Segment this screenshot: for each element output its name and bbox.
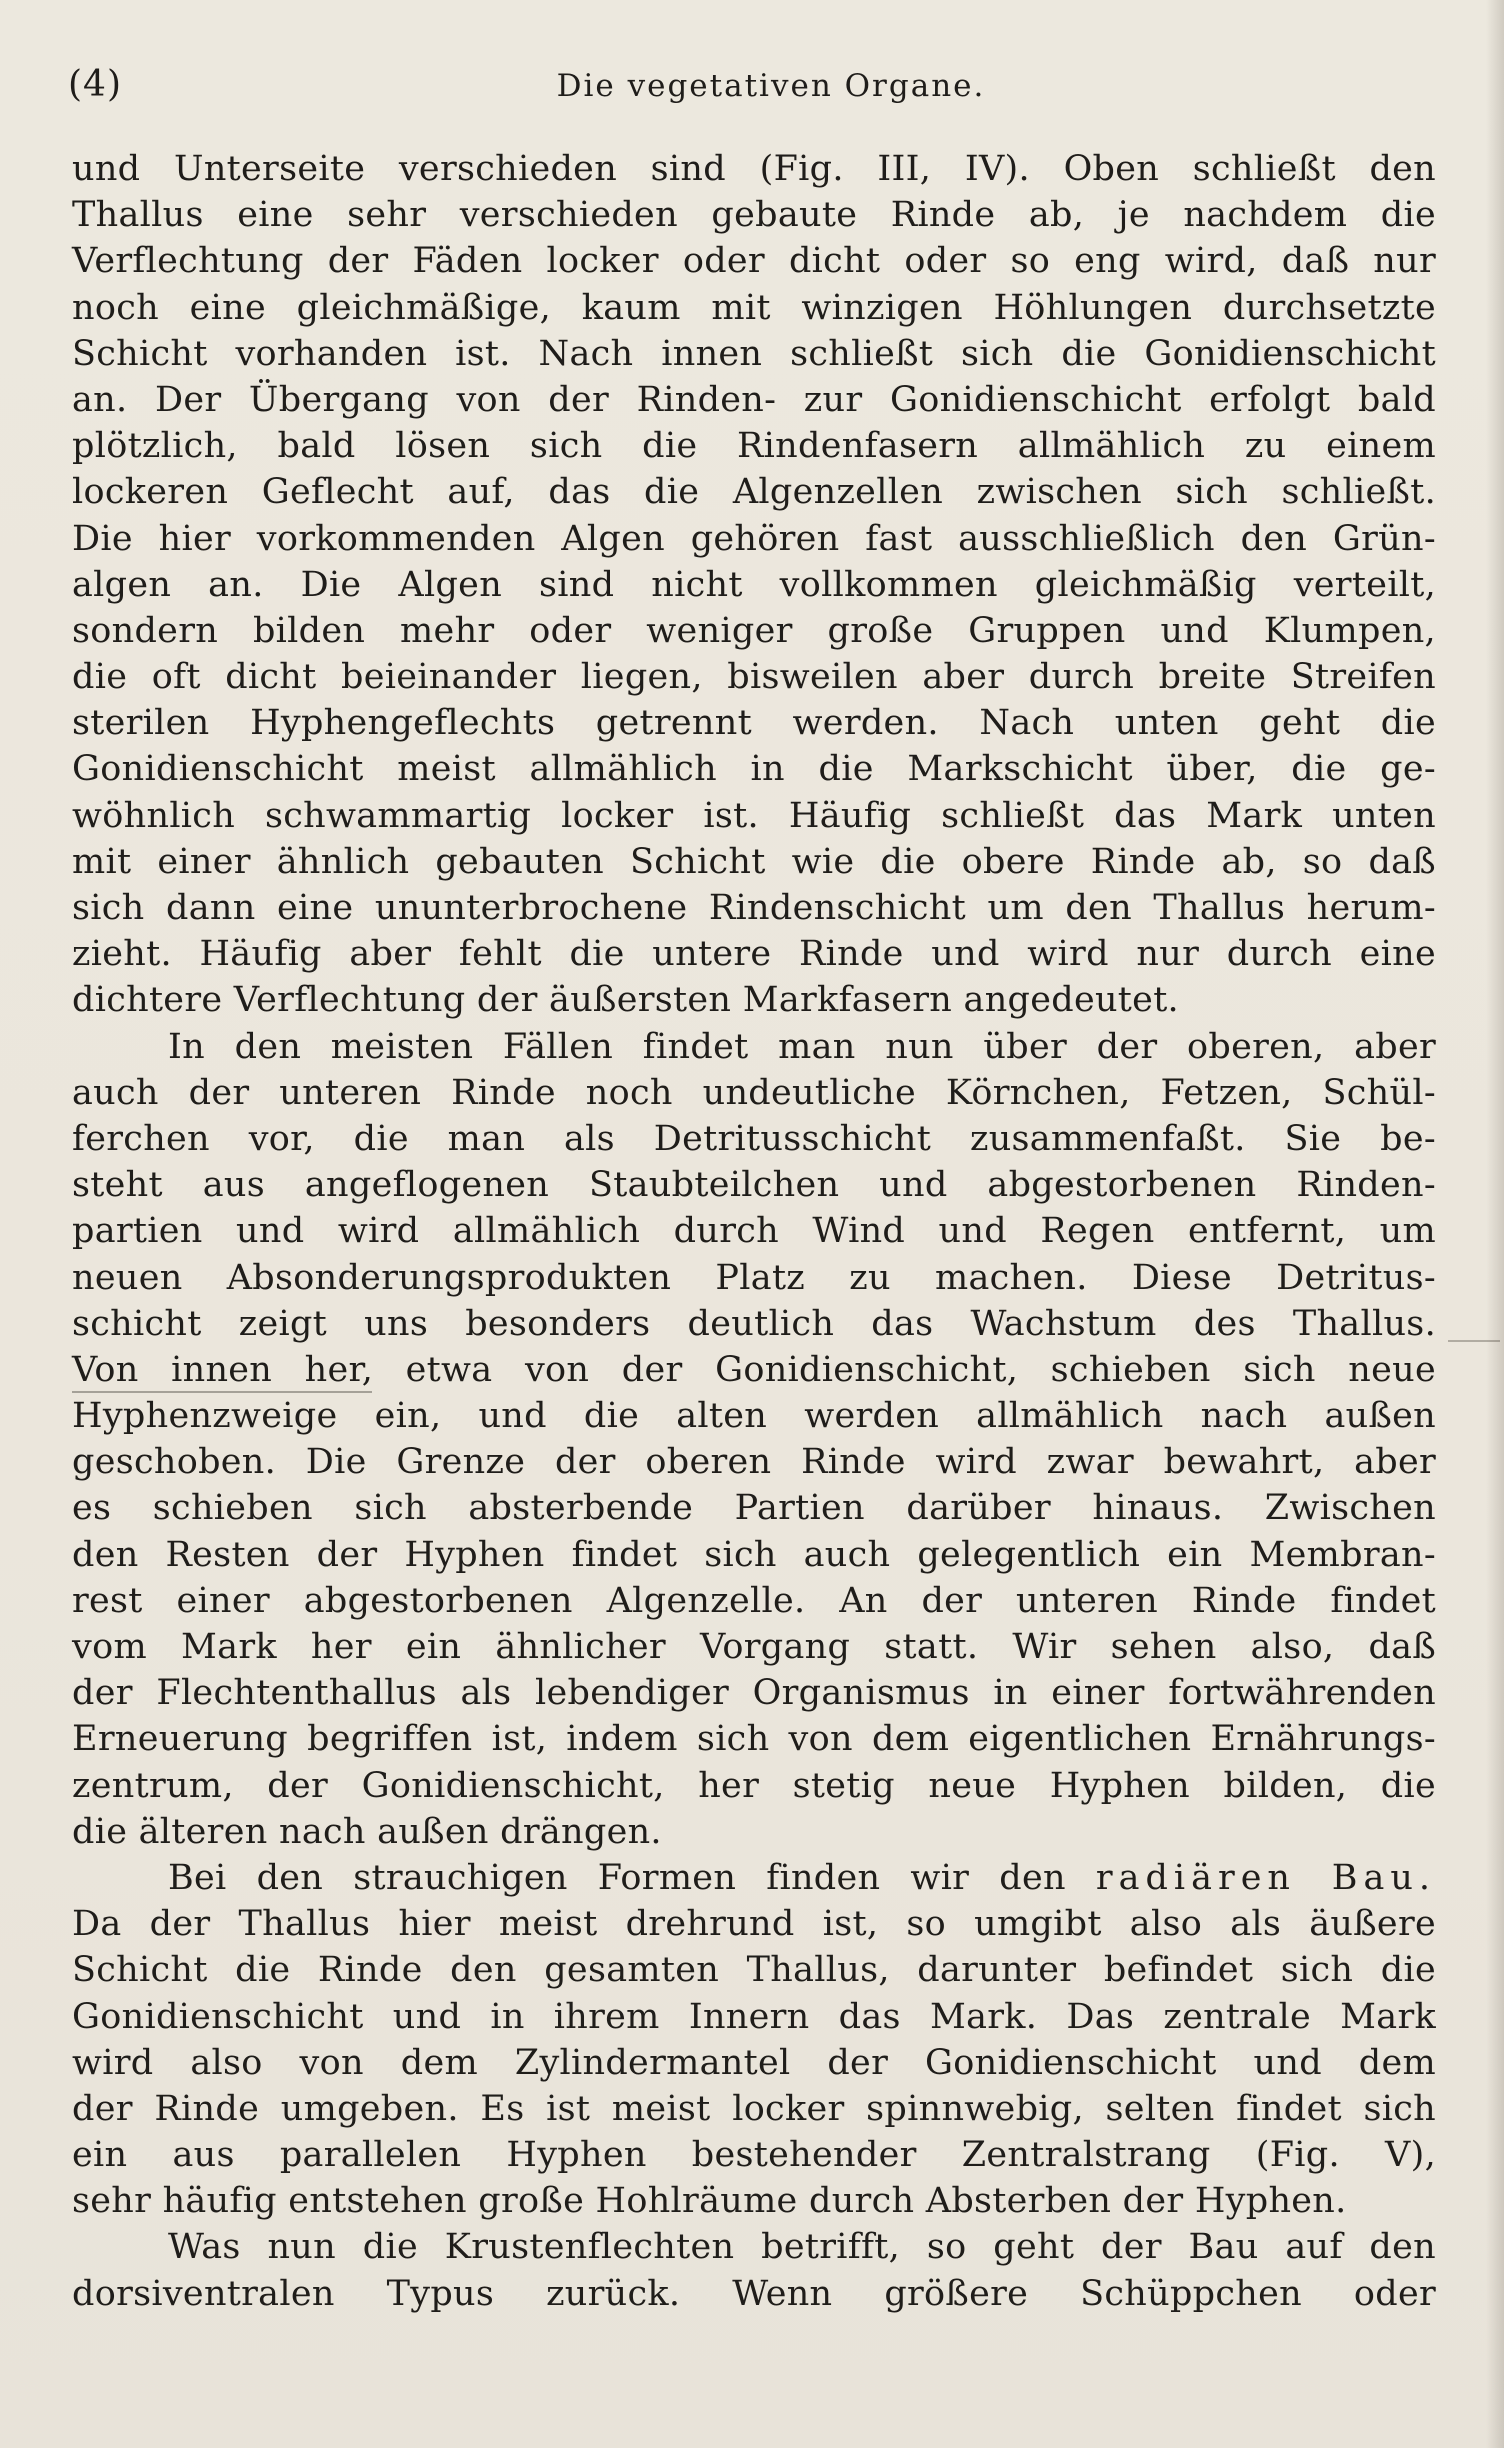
text-line: wird also von dem Zylindermantel der Gonidienschicht und dem xyxy=(72,2042,1436,2083)
emphasized-term: radiären Bau. xyxy=(1095,1857,1436,1898)
text-line: den Resten der Hyphen findet sich auch gelegentlich ein Membran- xyxy=(72,1534,1436,1575)
text-line: ein aus parallelen Hyphen bestehender Zentralstrang (Fig. V), xyxy=(72,2135,1436,2176)
page-number: (4) xyxy=(68,64,122,105)
text-line: partien und wird allmählich durch Wind und Regen entfernt, um xyxy=(72,1211,1436,1252)
text-line: sich dann eine ununterbrochene Rindenschicht um den Thallus herum- xyxy=(72,888,1436,928)
text-line: Schicht die Rinde den gesamten Thallus, darunter befindet sich die xyxy=(72,1950,1436,1991)
text-line: neuen Absonderungsprodukten Platz zu machen. Diese Detritus- xyxy=(72,1257,1436,1298)
text-line: Thallus eine sehr verschieden gebaute Rinde ab, je nachdem die xyxy=(72,195,1436,236)
text-line: zieht. Häufig aber fehlt die untere Rinde und wird nur durch eine xyxy=(72,934,1436,975)
text-line: geschoben. Die Grenze der oberen Rinde wird zwar bewahrt, aber xyxy=(72,1442,1436,1483)
text-line: Hyphenzweige ein, und die alten werden allmählich nach außen xyxy=(72,1396,1436,1437)
text-line: der Rinde umgeben. Es ist meist locker spinnwebig, selten findet sich xyxy=(72,2088,1436,2129)
text-line: schicht zeigt uns besonders deutlich das Wachstum des Thallus. xyxy=(72,1303,1436,1344)
page-header xyxy=(68,64,1434,120)
text-line: wöhnlich schwammartig locker ist. Häufig schließt das Mark unten xyxy=(72,795,1436,836)
paragraph-end-line: dichtere Verflechtung der äußersten Markfasern angedeutet. xyxy=(72,980,1179,1021)
text-line: sterilen Hyphengeflechts getrennt werden. Nach unten geht die xyxy=(72,703,1436,744)
paragraph-end-line: die älteren nach außen drängen. xyxy=(72,1811,662,1852)
text-line: zentrum, der Gonidienschicht, her stetig neue Hyphen bilden, die xyxy=(72,1765,1436,1806)
text-line: Gonidienschicht meist allmählich in die Markschicht über, die ge- xyxy=(72,749,1436,790)
text-line: auch der unteren Rinde noch undeutliche Körnchen, Fetzen, Schül- xyxy=(72,1072,1436,1113)
text-line: mit einer ähnlich gebauten Schicht wie die obere Rinde ab, so daß xyxy=(72,841,1436,882)
text-line: vom Mark her ein ähnlicher Vorgang statt. Wir sehen also, daß xyxy=(72,1627,1436,1667)
text-line: algen an. Die Algen sind nicht vollkommen gleichmäßig verteilt, xyxy=(72,564,1436,605)
text-line: rest einer abgestorbenen Algenzelle. An der unteren Rinde findet xyxy=(72,1580,1436,1621)
text-line: ferchen vor, die man als Detritusschicht zusammenfaßt. Sie be- xyxy=(72,1118,1436,1159)
text-line: Schicht vorhanden ist. Nach innen schließt sich die Gonidienschicht xyxy=(72,333,1436,374)
text-line: lockeren Geflecht auf, das die Algenzellen zwischen sich schließt. xyxy=(72,472,1436,513)
body-text xyxy=(72,146,1436,2317)
text-line: Da der Thallus hier meist drehrund ist, so umgibt also als äußere xyxy=(72,1904,1436,1945)
text-line: plötzlich, bald lösen sich die Rindenfasern allmählich zu einem xyxy=(72,426,1436,467)
text-line: Erneuerung begriffen ist, indem sich von dem eigentlichen Ernährungs- xyxy=(72,1719,1436,1760)
text-line: noch eine gleichmäßige, kaum mit winzigen Höhlungen durchsetzte xyxy=(72,287,1436,328)
paragraph-start-line: In den meisten Fällen findet man nun über der oberen, aber xyxy=(168,1026,1436,1067)
paragraph-start-line xyxy=(72,1855,1436,1901)
pencil-underline xyxy=(72,1391,372,1393)
text-line: Die hier vorkommenden Algen gehören fast ausschließlich den Grün- xyxy=(72,518,1436,559)
paragraph-end-line: sehr häufig entstehen große Hohlräume durch Absterben der Hyphen. xyxy=(72,2181,1347,2222)
text-line: Gonidienschicht und in ihrem Innern das Mark. Das zentrale Mark xyxy=(72,1996,1436,2037)
text-line: sondern bilden mehr oder weniger große Gruppen und Klumpen, xyxy=(72,610,1436,651)
text-line: dorsiventralen Typus zurück. Wenn größere Schüppchen oder xyxy=(72,2273,1436,2314)
text-line: der Flechtenthallus als lebendiger Organismus in einer fortwährenden xyxy=(72,1673,1436,1714)
page-edge-shadow xyxy=(1486,0,1504,2448)
text-line: steht aus angeflogenen Staubteilchen und abgestorbenen Rinden- xyxy=(72,1165,1436,1206)
text-line: und Unterseite verschieden sind (Fig. III, IV). Oben schließt den xyxy=(72,149,1436,189)
text-line: Verflechtung der Fäden locker oder dicht oder so eng wird, daß nur xyxy=(72,241,1436,282)
line-text: Bei den strauchigen Formen finden wir den xyxy=(168,1857,1066,1898)
text-line: es schieben sich absterbende Partien darüber hinaus. Zwischen xyxy=(72,1488,1436,1529)
text-line: an. Der Übergang von der Rinden- zur Gonidienschicht erfolgt bald xyxy=(72,379,1436,420)
running-head: Die vegetativen Organe. xyxy=(556,68,986,104)
text-line: die oft dicht beieinander liegen, bisweilen aber durch breite Streifen xyxy=(72,657,1436,698)
text-line: Von innen her, etwa von der Gonidienschicht, schieben sich neue xyxy=(72,1349,1436,1390)
paragraph-start-line: Was nun die Krustenflechten betrifft, so geht der Bau auf den xyxy=(168,2227,1436,2268)
